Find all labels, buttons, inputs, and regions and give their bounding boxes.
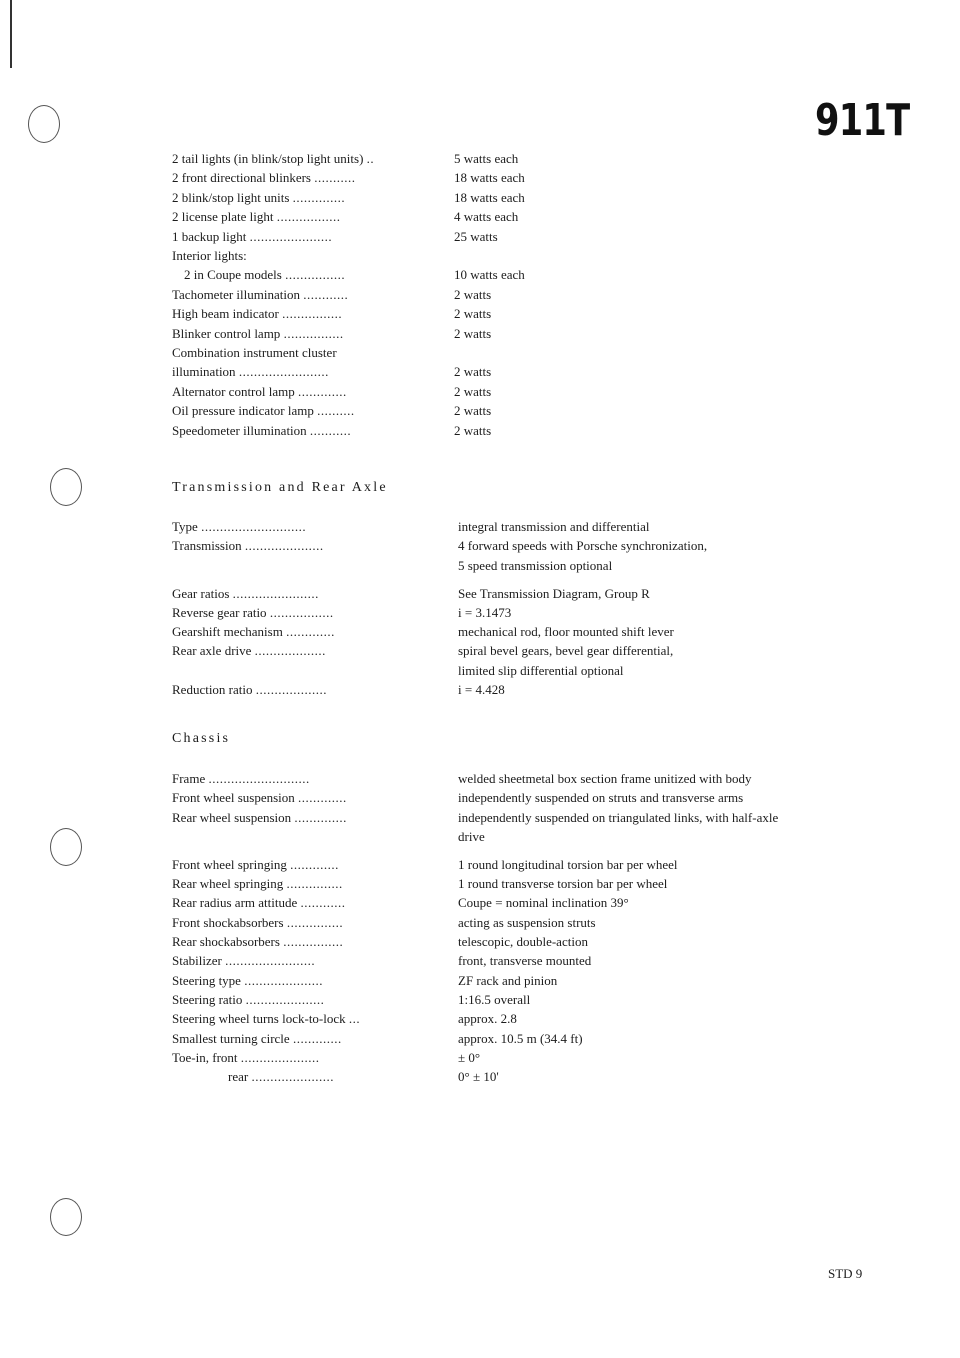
spec-label-text: 2 license plate light — [172, 209, 274, 225]
spec-value: See Transmission Diagram, Group R — [458, 585, 650, 601]
spec-label — [172, 306, 342, 322]
spec-label-text: Front wheel springing — [172, 856, 287, 872]
spec-label — [172, 895, 346, 911]
spec-label — [184, 267, 345, 283]
spec-label-text: Speedometer illumination — [172, 422, 307, 438]
spec-value: 18 watts each — [454, 170, 525, 186]
spec-value: integral transmission and differential — [458, 519, 650, 534]
spec-label-text: Steering ratio — [172, 991, 243, 1007]
spec-label — [172, 345, 337, 361]
spec-label — [172, 586, 319, 602]
spec-label-text: rear — [228, 1069, 249, 1085]
spec-label-text: Reverse gear ratio — [172, 604, 267, 620]
spec-value: 4 forward speeds with Porsche synchronization, — [458, 538, 708, 554]
spec-value: independently suspended on struts and transverse arms — [458, 790, 744, 806]
spec-label-text: Rear wheel suspension — [172, 809, 292, 825]
spec-value: ± 0° — [458, 1049, 481, 1065]
dot-leader: ........................ — [225, 953, 316, 969]
dot-leader: ........................... — [208, 771, 310, 786]
spec-value: 2 watts — [454, 364, 492, 380]
spec-value: ZF rack and pinion — [458, 972, 558, 988]
spec-label-text: Frame — [172, 771, 206, 786]
spec-label — [172, 953, 315, 969]
spec-value: limited slip differential optional — [458, 662, 624, 678]
spec-label-text: illumination — [172, 364, 236, 380]
spec-label — [172, 326, 344, 342]
spec-label — [172, 151, 374, 167]
spec-label-text: Type — [172, 519, 198, 534]
spec-label — [172, 538, 324, 554]
spec-value: telescopic, double-action — [458, 934, 588, 950]
spec-label-text: 2 blink/stop light units — [172, 189, 290, 205]
spec-label-text: Rear wheel springing — [172, 876, 284, 892]
dot-leader: ............. — [298, 790, 347, 806]
spec-value: 4 watts each — [454, 209, 519, 225]
spec-label-text: Steering wheel turns lock-to-lock — [172, 1011, 346, 1027]
spec-label-text: Alternator control lamp — [172, 383, 295, 399]
spec-label — [172, 876, 343, 892]
spec-label — [228, 1069, 334, 1085]
spec-label — [172, 248, 247, 264]
spec-label — [172, 915, 343, 931]
spec-label-text: Rear radius arm attitude — [172, 895, 298, 911]
spec-label — [172, 209, 340, 225]
spec-label — [172, 992, 324, 1008]
punch-hole-icon — [50, 1198, 82, 1236]
spec-label-text: Rear axle drive — [172, 643, 252, 659]
dot-leader: ................ — [283, 934, 344, 950]
spec-label — [172, 423, 351, 439]
spec-label — [172, 857, 339, 873]
spec-label — [172, 287, 348, 303]
spec-value: front, transverse mounted — [458, 953, 592, 969]
spec-label — [172, 170, 356, 186]
spec-label-text: Front shockabsorbers — [172, 914, 284, 930]
dot-leader: ........... — [314, 170, 356, 186]
spec-label — [172, 1031, 342, 1047]
dot-leader: ............... — [286, 876, 343, 892]
dot-leader: ........................ — [238, 364, 329, 380]
spec-label — [172, 973, 323, 989]
spec-value: 2 watts — [454, 286, 492, 302]
spec-label-text: Oil pressure indicator lamp — [172, 403, 314, 419]
spec-label-text: 1 backup light — [172, 228, 247, 244]
punch-hole-icon — [50, 468, 82, 506]
dot-leader: .............. — [294, 809, 347, 825]
spec-label — [172, 403, 355, 419]
spec-label — [172, 364, 329, 380]
spec-label — [172, 934, 343, 950]
spec-value: 18 watts each — [454, 189, 525, 205]
spec-value: approx. 10.5 m (34.4 ft) — [458, 1030, 583, 1046]
binder-edge-line — [10, 0, 12, 68]
spec-label-text: Combination instrument cluster — [172, 345, 337, 360]
dot-leader: ..................... — [244, 972, 323, 988]
spec-label-text: 2 front directional blinkers — [172, 170, 311, 186]
spec-value: 0° ± 10' — [458, 1069, 499, 1085]
spec-value: 2 watts — [454, 325, 492, 341]
spec-label-text: Tachometer illumination — [172, 286, 300, 302]
transmission-heading: Transmission and Rear Axle — [172, 480, 388, 495]
model-logo: 911T — [815, 95, 910, 146]
spec-label — [172, 190, 345, 206]
spec-label — [172, 643, 326, 659]
dot-leader: ........... — [309, 422, 352, 438]
spec-value: 5 speed transmission optional — [458, 557, 613, 573]
dot-leader: ............. — [298, 383, 347, 399]
spec-label-text: Blinker control lamp — [172, 325, 281, 341]
dot-leader: ............................ — [201, 519, 307, 534]
dot-leader: .. — [366, 151, 375, 166]
spec-label — [172, 229, 332, 245]
dot-leader: ................... — [254, 643, 326, 659]
dot-leader: .............. — [292, 189, 346, 205]
spec-label-text: Transmission — [172, 538, 242, 554]
spec-value: mechanical rod, floor mounted shift lever — [458, 624, 674, 640]
page-code: STD 9 — [828, 1266, 863, 1281]
spec-value: drive — [458, 828, 485, 844]
dot-leader: .......... — [317, 403, 355, 419]
spec-label — [172, 1011, 360, 1027]
spec-label-text: 2 in Coupe models — [184, 267, 282, 283]
dot-leader: ............. — [286, 624, 335, 640]
dot-leader: ..................... — [245, 991, 325, 1007]
spec-value: spiral bevel gears, bevel gear differential, — [458, 643, 674, 659]
spec-label — [172, 605, 334, 621]
spec-value: acting as suspension struts — [458, 914, 596, 930]
spec-label-text: Gear ratios — [172, 585, 230, 601]
spec-value: i = 3.1473 — [458, 604, 512, 620]
dot-leader: ................ — [282, 306, 343, 322]
spec-value: 1:16.5 overall — [458, 991, 531, 1007]
spec-label-text: Toe-in, front — [172, 1049, 238, 1065]
spec-value: independently suspended on triangulated links, with half-axle — [458, 809, 779, 825]
spec-value: 10 watts each — [454, 267, 525, 283]
dot-leader: ...................... — [249, 228, 333, 244]
spec-value: 1 round transverse torsion bar per wheel — [458, 876, 668, 892]
dot-leader: ....................... — [232, 585, 319, 601]
dot-leader: ................... — [255, 682, 328, 698]
spec-value: 2 watts — [454, 422, 492, 438]
dot-leader: ............. — [290, 856, 339, 872]
dot-leader: ............. — [292, 1030, 342, 1046]
dot-leader: ............ — [300, 895, 346, 911]
spec-label-text: Steering type — [172, 972, 241, 988]
dot-leader: ................ — [285, 267, 346, 283]
dot-leader: ..................... — [240, 1049, 320, 1065]
spec-label-text: 2 tail lights (in blink/stop light units) — [172, 151, 364, 166]
dot-leader: ... — [348, 1011, 361, 1027]
spec-label-text: Stabilizer — [172, 953, 222, 969]
dot-leader: ................. — [269, 604, 334, 620]
spec-value: 2 watts — [454, 306, 492, 322]
spec-value: 2 watts — [454, 403, 492, 419]
spec-label — [172, 1050, 320, 1066]
spec-label — [172, 519, 306, 535]
spec-label — [172, 790, 347, 806]
dot-leader: ................. — [276, 209, 341, 225]
spec-value: 2 watts — [454, 383, 492, 399]
spec-value: 1 round longitudinal torsion bar per wheel — [458, 856, 678, 872]
spec-value: 25 watts — [454, 228, 498, 244]
spec-label-text: Smallest turning circle — [172, 1030, 290, 1046]
spec-label-text: Rear shockabsorbers — [172, 934, 280, 950]
spec-value: approx. 2.8 — [458, 1011, 517, 1027]
dot-leader: ...................... — [251, 1069, 334, 1085]
chassis-heading: Chassis — [172, 731, 231, 746]
spec-label-text: Front wheel suspension — [172, 790, 295, 806]
spec-value: welded sheetmetal box section frame unitized with body — [458, 771, 752, 786]
dot-leader: ............ — [303, 286, 349, 302]
spec-label — [172, 682, 327, 698]
punch-hole-icon — [50, 828, 82, 866]
spec-value: 5 watts each — [454, 151, 519, 166]
dot-leader: ............... — [286, 914, 344, 930]
dot-leader: ..................... — [244, 538, 324, 554]
spec-label — [172, 384, 347, 400]
spec-value: Coupe = nominal inclination 39° — [458, 895, 629, 911]
spec-value: i = 4.428 — [458, 682, 505, 698]
spec-label-text: High beam indicator — [172, 306, 279, 322]
punch-hole-icon — [28, 105, 60, 143]
spec-label — [172, 810, 347, 826]
spec-label — [172, 624, 335, 640]
dot-leader: ................ — [283, 325, 344, 341]
spec-label-text: Reduction ratio — [172, 682, 253, 698]
spec-label-text: Interior lights: — [172, 248, 247, 263]
spec-label — [172, 771, 310, 787]
spec-label-text: Gearshift mechanism — [172, 624, 283, 640]
